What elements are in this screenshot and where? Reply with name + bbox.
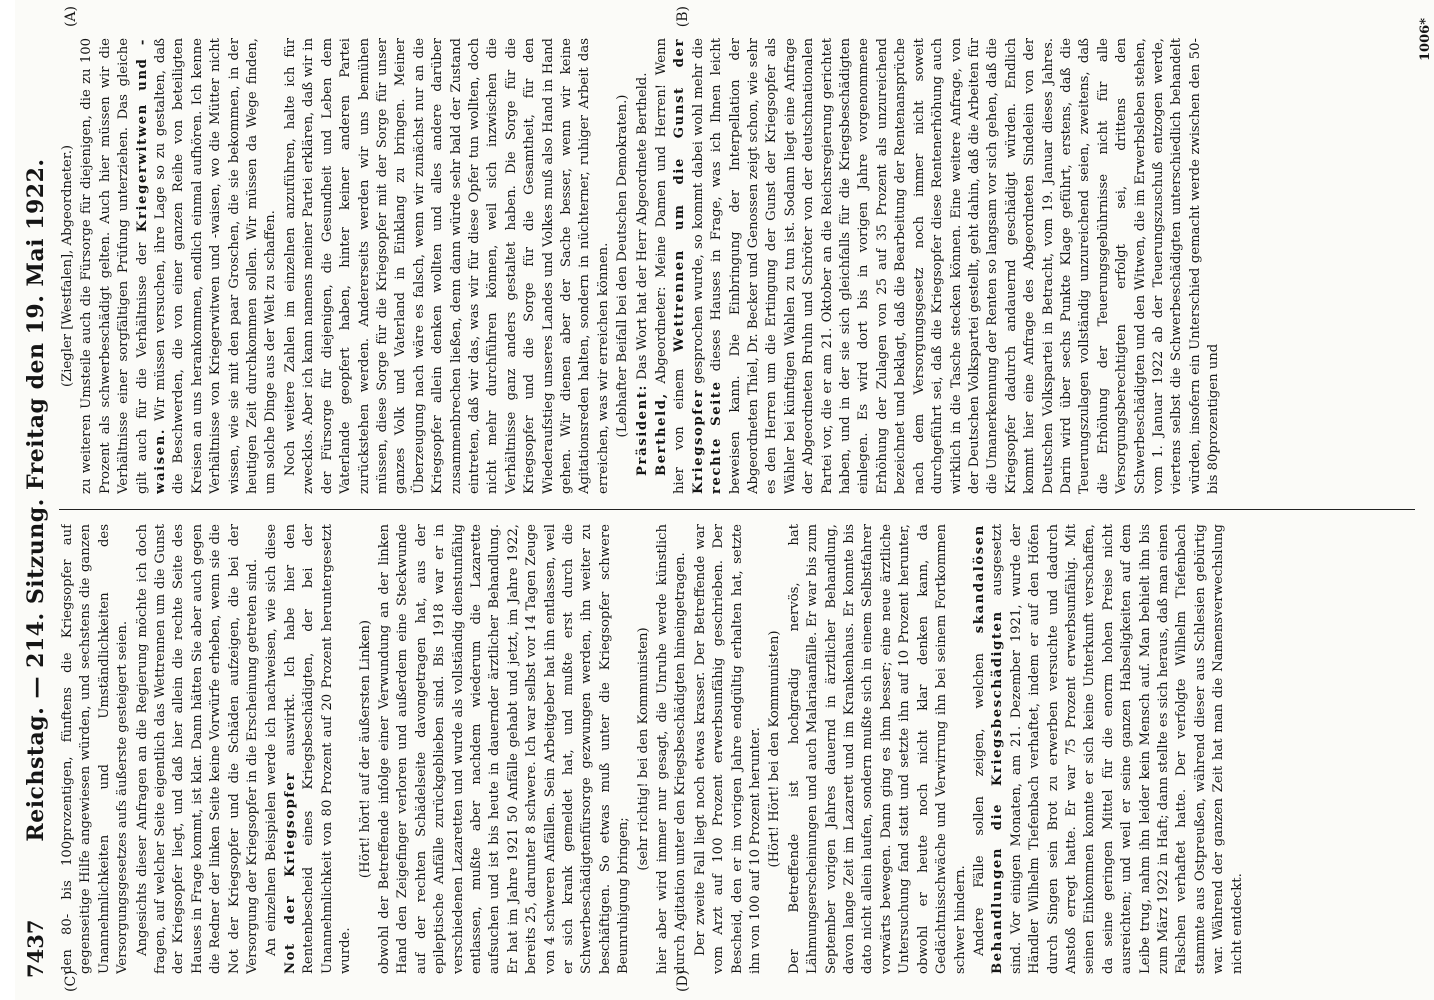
speaker-label: Präsident: [634,383,650,476]
text-run: ausgesetzt sind. Vor einigen Monaten, am 21. Dezember 1921, wurde der Händler Wilhelm Tiefenbach verhaftet, indem er auf den Höfen durch Singen sein Brot zu erwerben versuchte und dadurch Anstoß erregt hatte. Er war 75 Prozent erwerbsunfähig. Mit seinen Einkommen konnte er sich keine Unterkunft verschaffen, da seine geringen Mittel für die enorm hohen Preise nicht ausreichten; und weil er seine ganzen Habseligkeiten auf dem Leibe trug, nahm ihn leider kein Mensch auf. Man behielt ihn bis zum März 1922 in Haft; dann stellte es sich heraus, daß man einen Falschen verhaftet hatte. Der verfolgte Wilhelm Tiefenbach stammte aus Ostpreußen, während dieser aus Schlesien gebürtig war. Während der ganzen Zeit hat man die Namensverwechslung nicht entdeckt. [990,524,1245,974]
paragraph: Der zweite Fall liegt noch etwas krasser. Der Betreffende war vom Arzt auf 100 Prozent erwerbsunfähig geschrieben. Der Bescheid, den er im vorigen Jahre endgültig erhalten hat, setzte ihn von 100 auf 10 Prozent herunter. [692,524,764,974]
paragraph [78,38,280,494]
paragraph: den 80- bis 100prozentigen, fünftens die Kriegsopfer auf gegenseitige Hilfe angewiesen würden, und sechstens die ganzen Unannehmlichkeiten und Umständlichkeiten des Versorgungsgesetzes aufs äußerste gesteigert seien. [60,524,131,974]
text-run: Wir müssen versuchen, ihre Lage so zu gestalten, daß die Beschwerden, die von einer ganzen Reihe von beteiligten Kreisen an uns herankommen, endlich einmal aufhören. Ich kenne Verhältnisse von Kriegerwitwen und -waisen, wo die Mütter nicht wissen, wie sie mit den paar Groschen, die sie bekommen, in der heutigen Zeit durchkommen sollen. Wir müssen da Wege finden, um solche Dinge aus der Welt zu schaffen. [153,38,279,494]
signature-mark: 1006* [1418,18,1433,61]
emphasis: skandalösen Behandlungen die Kriegsbeschädigten [971,524,1006,974]
text-run: auswirkt. Ich habe hier den Rentenbescheid eines Kriegsbeschädigten, der bei der Unannehmlichkeit von 80 Prozent auf 20 Prozent heruntergesetzt wurde. [282,524,354,974]
sidebar-strip [0,0,15,1000]
text-run: zu weiteren Umsteile auch die Fürsorge für diejenigen, die zu 100 Prozent als schwerbeschädigt gelten. Auch hier müssen wir die Verhältnisse einer sorgfältigen Prüfung unterziehen. Das gleiche gilt auch für die Verhältnisse der [79,38,150,494]
emphasis: Not der Kriegsopfer [282,771,298,974]
paragraph [653,38,1224,494]
emphasis: Wettrennen um die Gunst der Kriegsopfer [672,38,706,494]
interjection: (sehr richtig! bei den Kommunisten) [635,627,651,871]
page-number: 7437 [23,919,48,978]
speaker-label: Bertheld, [654,392,669,476]
emphasis: rechte Seite [709,380,725,494]
paragraph: Der Betreffende ist hochgradig nervös, hat Lähmungserscheinungen und auch Malariaanfälle. Er war bis zum September vorigen Jahres dauernd in ärztlicher Behandlung, davon lange Zeit im Lazarett und im Krankenhaus. Er konnte bis dato nicht allein laufen, sondern mußte sich in einem Selbstfahrer vorwärts bewegen. Dann ging es ihm besser; eine neue ärztliche Untersuchung fand statt und setzte ihn auf 10 Prozent herunter, obwohl er heute noch nicht klar denken kann, da Gedächtnisschwäche und Verwirrung ihn bei seinem Fortkommen schwer hindern. [786,524,968,974]
margin-mark-b: (B) [675,6,691,28]
text-column-right [59,38,1415,494]
paragraph: Angesichts dieser Anfragen an die Regierung möchte ich doch fragen, auf welcher Seite eigentlich das Wettrennen um die Gunst der Kriegsopfer liegt, und daß hier allein die rechte Seite des Hauses in Frage kommt, ist klar. Dann hätten Sie aber auch gegen die Redner der linken Seite keine Vorwürfe erheben, wenn sie die Not der Kriegsopfer und die Schäden aufzeigen, die bei der Versorgung der Kriegsopfer in die Erscheinung getreten sind. [134,524,261,974]
text-run: Abgeordneter: Meine Damen und Herren! Wenn hier von einem [654,38,688,494]
paragraph: hier aber wird immer nur gesagt, die Unruhe werde künstlich durch Agitation unter den Kriegsbeschädigten hineingetragen. [655,524,689,974]
margin-mark-a: (A) [63,6,79,28]
column-divider [59,509,1415,510]
margin-mark-d: (D) [675,969,691,992]
paragraph: Noch weitere Zahlen im einzelnen anzuführen, halte ich für zwecklos. Aber ich kann namens meiner Partei erklären, daß wir in der Fürsorge für diejenigen, die Gesundheit und Leben dem Vaterlande geopfert haben, hinter keiner anderen Partei zurückstehen werden. Andererseits werden wir uns bemühen müssen, diese Sorge für die Kriegsopfer mit der Sorge für unser ganzes Volk und Vaterland in Einklang zu bringen. Meiner Überzeugung nach wäre es falsch, wenn wir zunächst nur an die Kriegsopfer allein denken wollten und alles andere darüber zusammenbrechen ließen, denn dann würde sehr bald der Zustand eintreten, daß wir das, was wir für diese Opfer tun wollten, doch nicht mehr durchführen können, weil sich inzwischen die Verhältnisse ganz anders gestaltet haben. Die Sorge für die Kriegsopfer und die Sorge für die Gesamtheit, für den Wiederaufstieg unseres Landes und Volkes muß also Hand in Hand gehen. Wir dienen aber der Sache besser, wenn wir keine Agitationsreden halten, sondern in nüchterner, ruhiger Arbeit das erreichen, was wir erreichen können. [282,38,611,494]
interjection: (Lebhafter Beifall bei den Deutschen Demokraten.) [615,94,631,438]
paragraph: obwohl der Betreffende infolge einer Verwundung an der linken Hand den Zeigefinger verloren und außerdem eine Steckwunde auf der rechten Schädelseite davongetragen hat, aus der epileptische Anfälle zurückgeblieben sind. Bis 1918 war er in verschiedenen Lazaretten und wurde als vollständig dienstunfähig entlassen, mußte aber nachdem wiederum die Lazarette aufsuchen und ist bis heute in dauernder ärztlicher Behandlung. Er hat im Jahre 1921 50 Anfälle gehabt und jetzt, im Jahre 1922, bereits 25, darunter 8 schwere. Ich war selbst vor 14 Tagen Zeuge von 4 schweren Anfällen. Sein Arbeitgeber hat ihn entlassen, weil er sich krank gemeldet hat, und mußte erst durch die Schwerbeschädigtenfürsorge gezwungen werden, ihn weiter zu beschäftigen. So etwas muß unter die Kriegsopfer schwere Beunruhigung bringen; [376,524,632,974]
text-column-left [59,524,1415,974]
text-run: Das Wort hat der Herr Abgeordnete Bertheld. [634,72,650,384]
emphasis: Kriegerwitwen und -waisen. [134,38,169,494]
paragraph [263,524,355,974]
page-header [21,0,51,1000]
text-run: dieses Hauses in Frage, was ich Ihnen leicht beweisen kann. Die Einbringung der Interpellation der Abgeordneten Thiel, Dr. Becker und Genossen zeigt schon, wie sehr es den Herren um die Ertingung der Gunst der Kriegsopfer als Wähler bei künftigen Wahlen zu tun ist. Sodann liegt eine Anfrage der Abgeordneten Bruhn und Schröter von der deutschnationalen Partei vor, die er am 21. Oktober an die Reichsregierung gerichtet haben, und in der sie sich gleichfalls für die Kriegsbeschädigten einlegen. Es wird dort bis in vorigen Jahre vorgenommene Erhöhung der Zulagen von 25 auf 35 Prozent als unzureichend bezeichnet und beklagt, daß die Bearbeitung der Rentenansprüche nach dem Versorgungsgesetz noch immer nicht soweit durchgeführt sei, daß die Kriegsopfer diese Rentenerhöhung auch wirklich in die Tasche stecken können. Eine weitere Anfrage, von der Deutschen Volkspartei gestellt, geht dahin, daß die Arbeiten für die Umanerkennung der Renten so langsam vor sich gehen, daß die Kriegsopfer dadurch andauernd geschädigt würden. Endlich kommt hier eine Anfrage des Abgeordneten Sindelein von der Deutschen Volkspartei in Betracht, vom 19. Januar dieses Jahres. Darin wird über sechs Punkte Klage geführt, erstens, daß die Teuerungszulagen vollständig unzureichend seien, zweitens, daß die Erhöhung der Teuerungsgebührnisse nicht für alle Versorgungsberechtigten erfolgt sei, drittens den Schwerbeschädigten und den Witwen, die im Erwerbsleben stehen, vom 1. Januar 1922 ab der Teuerungszuschuß entzogen werde, viertens selbst die Schwerbeschädigten unterschiedlich behandelt würden, insofern ein Unterschied gemacht werde zwischen den 50- bis 80prozentigen und [709,38,1222,494]
scanned-page [15,0,1434,1000]
interjection: (Hört! Hört! bei den Kommunisten) [767,630,783,868]
paragraph [971,524,1247,974]
paragraph [634,38,652,494]
interjection: (Hört! hört! auf der äußersten Linken) [357,619,373,879]
text-run: An einzelnen Beispielen werde ich nachweisen, wie sich diese [264,524,280,956]
margin-mark-c: (C) [63,970,79,992]
running-head: Reichstag. — 214. Sitzung. Freitag den 19. Mai 1922. [23,158,49,842]
speaker-reference: (Ziegler [Westfalen], Abgeordneter.) [60,144,75,388]
text-run: Andere Fälle sollen zeigen, welchen [971,633,987,956]
text-run: gesprochen wurde, so kommt dabei wohl mehr die [690,38,706,389]
